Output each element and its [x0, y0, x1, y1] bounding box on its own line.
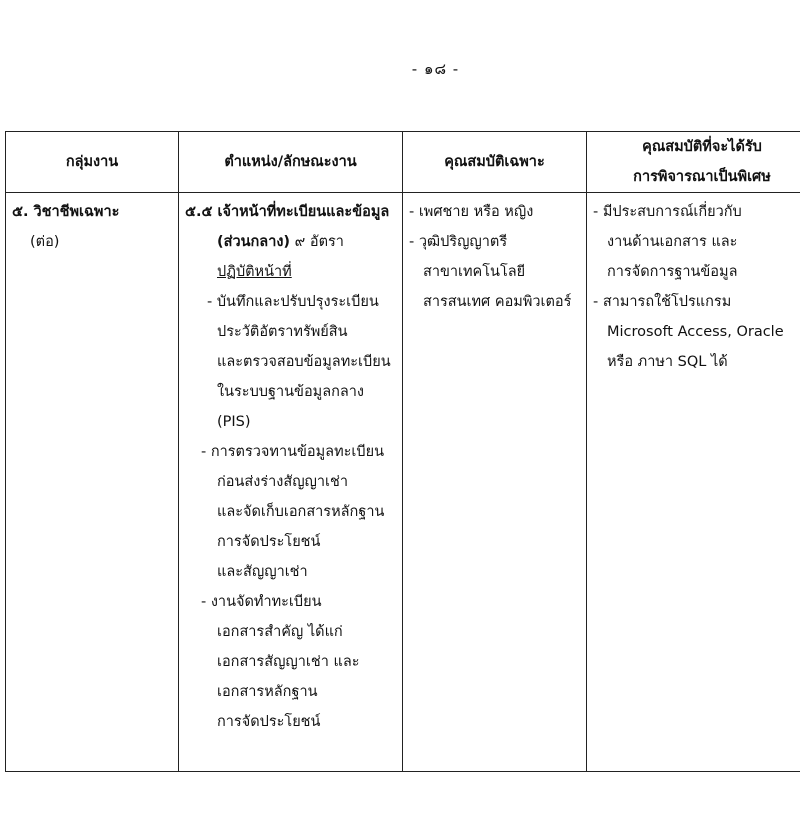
special-cell	[587, 193, 800, 772]
duty-line: - งานจัดทำทะเบียน	[201, 594, 322, 610]
special-line: - สามารถใช้โปรแกรม	[593, 294, 732, 310]
duty-line: การจัดประโยชน์	[217, 534, 321, 550]
group-name: ๕. วิชาชีพเฉพาะ	[12, 204, 120, 220]
header-position: ตำแหน่ง/ลักษณะงาน	[179, 132, 403, 193]
header-group: กลุ่มงาน	[6, 132, 179, 193]
duty-line: ก่อนส่งร่างสัญญาเช่า	[217, 474, 348, 490]
qualification-line: สารสนเทศ คอมพิวเตอร์	[423, 294, 572, 310]
duty-line: และตรวจสอบข้อมูลทะเบียน	[217, 354, 391, 370]
position-title: ๕.๕ เจ้าหน้าที่ทะเบียนและข้อมูล	[185, 204, 390, 220]
special-line: การจัดการฐานข้อมูล	[607, 264, 738, 280]
duty-line: - การตรวจทานข้อมูลทะเบียน	[201, 444, 384, 460]
duty-line: และสัญญาเช่า	[217, 564, 308, 580]
duty-line: - บันทึกและปรับปรุงระเบียน	[207, 294, 379, 310]
header-qualifications: คุณสมบัติเฉพาะ	[403, 132, 587, 193]
duty-line: การจัดประโยชน์	[217, 714, 321, 730]
qualifications-cell	[403, 193, 587, 772]
duty-line: และจัดเก็บเอกสารหลักฐาน	[217, 504, 385, 520]
qualification-table	[5, 131, 800, 772]
qualification-line: สาขาเทคโนโลยี	[423, 264, 526, 280]
position-count: ๙ อัตรา	[290, 234, 344, 250]
duty-line: เอกสารสำคัญ ได้แก่	[217, 624, 343, 640]
qualification-line: - เพศชาย หรือ หญิง	[409, 204, 534, 220]
table-header-row	[6, 132, 800, 193]
position-cell	[179, 193, 403, 772]
special-line: - มีประสบการณ์เกี่ยวกับ	[593, 204, 742, 220]
duties-heading: ปฏิบัติหน้าที่	[217, 264, 292, 280]
duty-line: ในระบบฐานข้อมูลกลาง	[217, 384, 364, 400]
duty-line: เอกสารสัญญาเช่า และ	[217, 654, 360, 670]
group-continued: (ต่อ)	[30, 234, 60, 250]
table-row	[6, 193, 800, 772]
header-special-line1: คุณสมบัติที่จะได้รับ	[642, 139, 762, 155]
duty-line: (PIS)	[217, 414, 251, 430]
qualification-line: - วุฒิปริญญาตรี	[409, 234, 508, 250]
header-special-line2: การพิจารณาเป็นพิเศษ	[633, 169, 771, 185]
duty-line: เอกสารหลักฐาน	[217, 684, 318, 700]
group-cell	[6, 193, 179, 772]
duty-line: ประวัติอัตราทรัพย์สิน	[217, 324, 348, 340]
special-line: Microsoft Access, Oracle	[607, 324, 784, 340]
special-line: งานด้านเอกสาร และ	[607, 234, 738, 250]
special-line: หรือ ภาษา SQL ได้	[607, 354, 728, 370]
page-number: - ๑๘ -	[411, 60, 460, 78]
position-unit: (ส่วนกลาง)	[217, 234, 291, 250]
header-special	[587, 132, 800, 193]
